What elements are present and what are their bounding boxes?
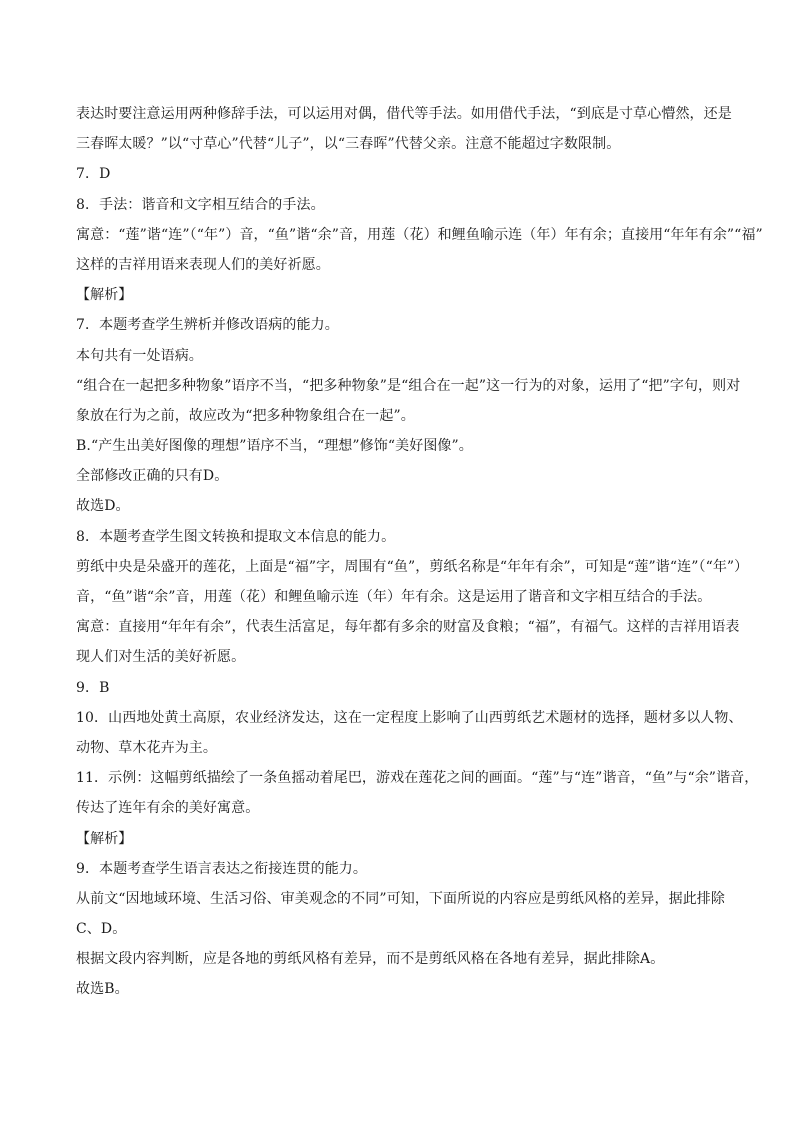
answer-line: 8．手法：谐音和文字相互结合的手法。 [76, 196, 325, 213]
text-line: 全部修改正确的只有D。 [76, 468, 229, 485]
text-line: 本句共有一处语病。 [76, 347, 203, 364]
text-line: 音，“鱼”谐“余”音，用莲（花）和鲤鱼喻示连（年）年有余。这是运用了谐音和文字相互结合的手法。 [76, 589, 712, 605]
text-line: C、D。 [76, 921, 127, 938]
text-line: 故选B。 [76, 981, 129, 998]
text-line: 传达了连年有余的美好寓意。 [76, 800, 260, 817]
text-line: B.“产生出美好图像的理想”语序不当，“理想”修饰“美好图像”。 [76, 438, 473, 455]
text-line: 9．本题考查学生语言表达之衔接连贯的能力。 [76, 860, 368, 877]
text-line: 故选D。 [76, 498, 130, 515]
text-line: 根据文段内容判断，应是各地的剪纸风格有差异，而不是剪纸风格在各地有差异，据此排除A。 [76, 951, 665, 968]
answer-line: 10．山西地处黄土高原，农业经济发达，这在一定程度上影响了山西剪纸艺术题材的选择，题材多以人物、 [76, 709, 743, 726]
section-heading: 【解析】 [76, 830, 133, 847]
text-line: 三春晖太暖？”以“寸草心”代替“儿子”，以“三春晖”代替父亲。注意不能超过字数限制。 [76, 136, 621, 153]
text-line: 动物、草木花卉为主。 [76, 739, 217, 756]
text-line: 从前文“因地域环境、生活习俗、审美观念的不同”可知，下面所说的内容应是剪纸风格的差异，据此排除 [76, 890, 726, 907]
text-line: 现人们对生活的美好祈愿。 [76, 649, 246, 666]
section-heading: 【解析】 [76, 287, 133, 304]
text-line: “组合在一起把多种物象”语序不当，“把多种物象”是“组合在一起”这一行为的对象，运用了“把”字句，则对 [76, 377, 741, 394]
text-line: 象放在行为之前，故应改为“把多种物象组合在一起”。 [76, 407, 415, 424]
text-line: 寓意：直接用“年年有余”，代表生活富足，每年都有多余的财富及食粮；“福”，有福气。这样的吉祥用语表 [76, 619, 740, 636]
text-line: 表达时要注意运用两种修辞手法，可以运用对偶，借代等手法。如用借代手法，“到底是寸草心懵然，还是 [76, 106, 732, 122]
text-line: 8．本题考查学生图文转换和提取文本信息的能力。 [76, 528, 396, 545]
text-line: 这样的吉祥用语来表现人们的美好祈愿。 [76, 256, 330, 273]
answer-line: 11．示例：这幅剪纸描绘了一条鱼摇动着尾巴，游戏在莲花之间的画面。“莲”与“连”谐音，“鱼”与“余”谐音， [76, 770, 759, 787]
text-line: 7．本题考查学生辨析并修改语病的能力。 [76, 317, 339, 334]
text-line: 剪纸中央是朵盛开的莲花，上面是“福”字，周围有“鱼”，剪纸名称是“年年有余”，可知是“莲”谐“连”（“年”） [76, 558, 749, 575]
answer-line: 9．B [76, 679, 110, 696]
document-body [76, 99, 763, 1005]
answer-line: 7．D [76, 166, 111, 183]
text-line: 寓意：“莲”谐“连”（“年”）音，“鱼”谐“余”音，用莲（花）和鲤鱼喻示连（年）年有余；直接用“年年有余”“福” [76, 226, 763, 243]
